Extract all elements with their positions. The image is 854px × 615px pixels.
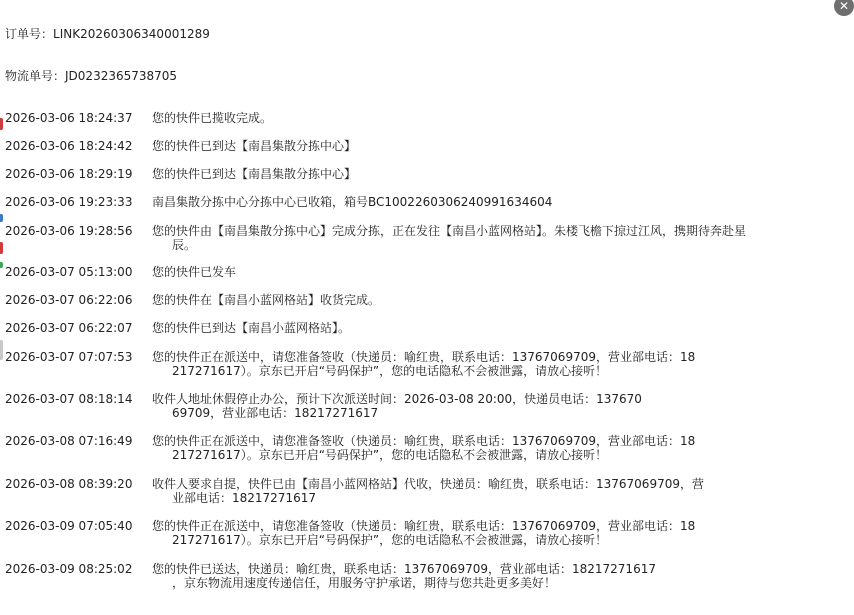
event-time: 2026-03-06 18:24:42 bbox=[5, 139, 133, 153]
event-text-line1: 您的快件已揽收完成。 bbox=[152, 111, 273, 125]
event-text-line1: 您的快件正在派送中，请您准备签收（快递员：喻红贵，联系电话：13767069709，营业部电话：18 bbox=[152, 434, 696, 448]
event-time: 2026-03-07 05:13:00 bbox=[5, 265, 133, 279]
event-text-line2: 业部电话：18217271617 bbox=[172, 491, 316, 505]
event-text-line2: 217271617）。京东已开启“号码保护”，您的电话隐私不会被泄露，请放心接听！ bbox=[172, 533, 608, 547]
event-description bbox=[152, 321, 838, 335]
event-description bbox=[152, 293, 838, 307]
event-time: 2026-03-08 08:39:20 bbox=[5, 477, 133, 491]
event-time: 2026-03-07 07:07:53 bbox=[5, 350, 133, 364]
event-description bbox=[152, 477, 838, 505]
waybill-number-label: 物流单号： bbox=[5, 69, 66, 83]
order-number-value: LINK20260306340001289 bbox=[53, 27, 210, 41]
event-description bbox=[152, 350, 838, 378]
event-time: 2026-03-09 07:05:40 bbox=[5, 519, 133, 533]
event-text-line1: 您的快件正在派送中，请您准备签收（快递员：喻红贵，联系电话：13767069709，营业部电话：18 bbox=[152, 519, 696, 533]
event-time: 2026-03-06 19:23:33 bbox=[5, 195, 133, 209]
waybill-number-value: JD0232365738705 bbox=[65, 69, 178, 83]
event-description bbox=[152, 111, 838, 125]
event-text-line2: 辰。 bbox=[172, 238, 197, 252]
event-description bbox=[152, 139, 838, 153]
event-text-line2: 217271617）。京东已开启“号码保护”，您的电话隐私不会被泄露，请放心接听！ bbox=[172, 448, 608, 462]
event-text-line1: 您的快件已送达，快递员：喻红贵，联系电话：13767069709，营业部电话：18217271617 bbox=[152, 562, 656, 576]
event-description bbox=[152, 392, 838, 420]
edge-marker bbox=[0, 262, 3, 268]
event-text-line2: 217271617）。京东已开启“号码保护”，您的电话隐私不会被泄露，请放心接听！ bbox=[172, 364, 608, 378]
event-time: 2026-03-07 06:22:07 bbox=[5, 321, 133, 335]
event-description bbox=[152, 265, 838, 279]
event-time: 2026-03-07 08:18:14 bbox=[5, 392, 133, 406]
event-description bbox=[152, 167, 838, 181]
event-text-line1: 南昌集散分拣中心分拣中心已收箱，箱号BC1002260306240991634604 bbox=[152, 195, 553, 209]
event-text-line2: 69709，营业部电话：18217271617 bbox=[172, 406, 379, 420]
event-time: 2026-03-07 06:22:06 bbox=[5, 293, 133, 307]
edge-marker bbox=[0, 214, 3, 222]
event-time: 2026-03-06 18:24:37 bbox=[5, 111, 133, 125]
event-text-line1: 您的快件已到达【南昌集散分拣中心】 bbox=[152, 139, 357, 153]
event-text-line1: 您的快件在【南昌小蓝网格站】收货完成。 bbox=[152, 293, 381, 307]
event-description bbox=[152, 562, 838, 590]
event-time: 2026-03-09 08:25:02 bbox=[5, 562, 133, 576]
event-text-line1: 您的快件已到达【南昌集散分拣中心】 bbox=[152, 167, 357, 181]
event-time: 2026-03-06 19:28:56 bbox=[5, 224, 133, 238]
edge-marker bbox=[0, 118, 3, 130]
event-text-line1: 您的快件由【南昌集散分拣中心】完成分拣，正在发往【南昌小蓝网格站】。朱楼飞檐下掠过江风，携期待奔赴星 bbox=[152, 224, 747, 238]
event-text-line1: 您的快件已发车 bbox=[152, 265, 237, 279]
event-description bbox=[152, 519, 838, 547]
event-description bbox=[152, 434, 838, 462]
event-text-line2: ，京东物流用速度传递信任，用服务守护承诺，期待与您共赴更多美好！ bbox=[172, 576, 557, 590]
event-time: 2026-03-06 18:29:19 bbox=[5, 167, 133, 181]
event-description bbox=[152, 224, 838, 252]
event-time: 2026-03-08 07:16:49 bbox=[5, 434, 133, 448]
event-text-line1: 您的快件已到达【南昌小蓝网格站】。 bbox=[152, 321, 351, 335]
edge-marker bbox=[0, 340, 3, 360]
event-text-line1: 收件人要求自提，快件已由【南昌小蓝网格站】代收，快递员：喻红贵，联系电话：13767069709，营 bbox=[152, 477, 704, 491]
order-number-label: 订单号： bbox=[5, 27, 54, 41]
event-text-line1: 收件人地址休假停止办公，预计下次派送时间：2026-03-08 20:00，快递员电话：137670 bbox=[152, 392, 642, 406]
edge-marker bbox=[0, 242, 3, 254]
close-icon[interactable]: ✕ bbox=[834, 0, 854, 16]
event-text-line1: 您的快件正在派送中，请您准备签收（快递员：喻红贵，联系电话：13767069709，营业部电话：18 bbox=[152, 350, 696, 364]
event-description bbox=[152, 195, 838, 209]
